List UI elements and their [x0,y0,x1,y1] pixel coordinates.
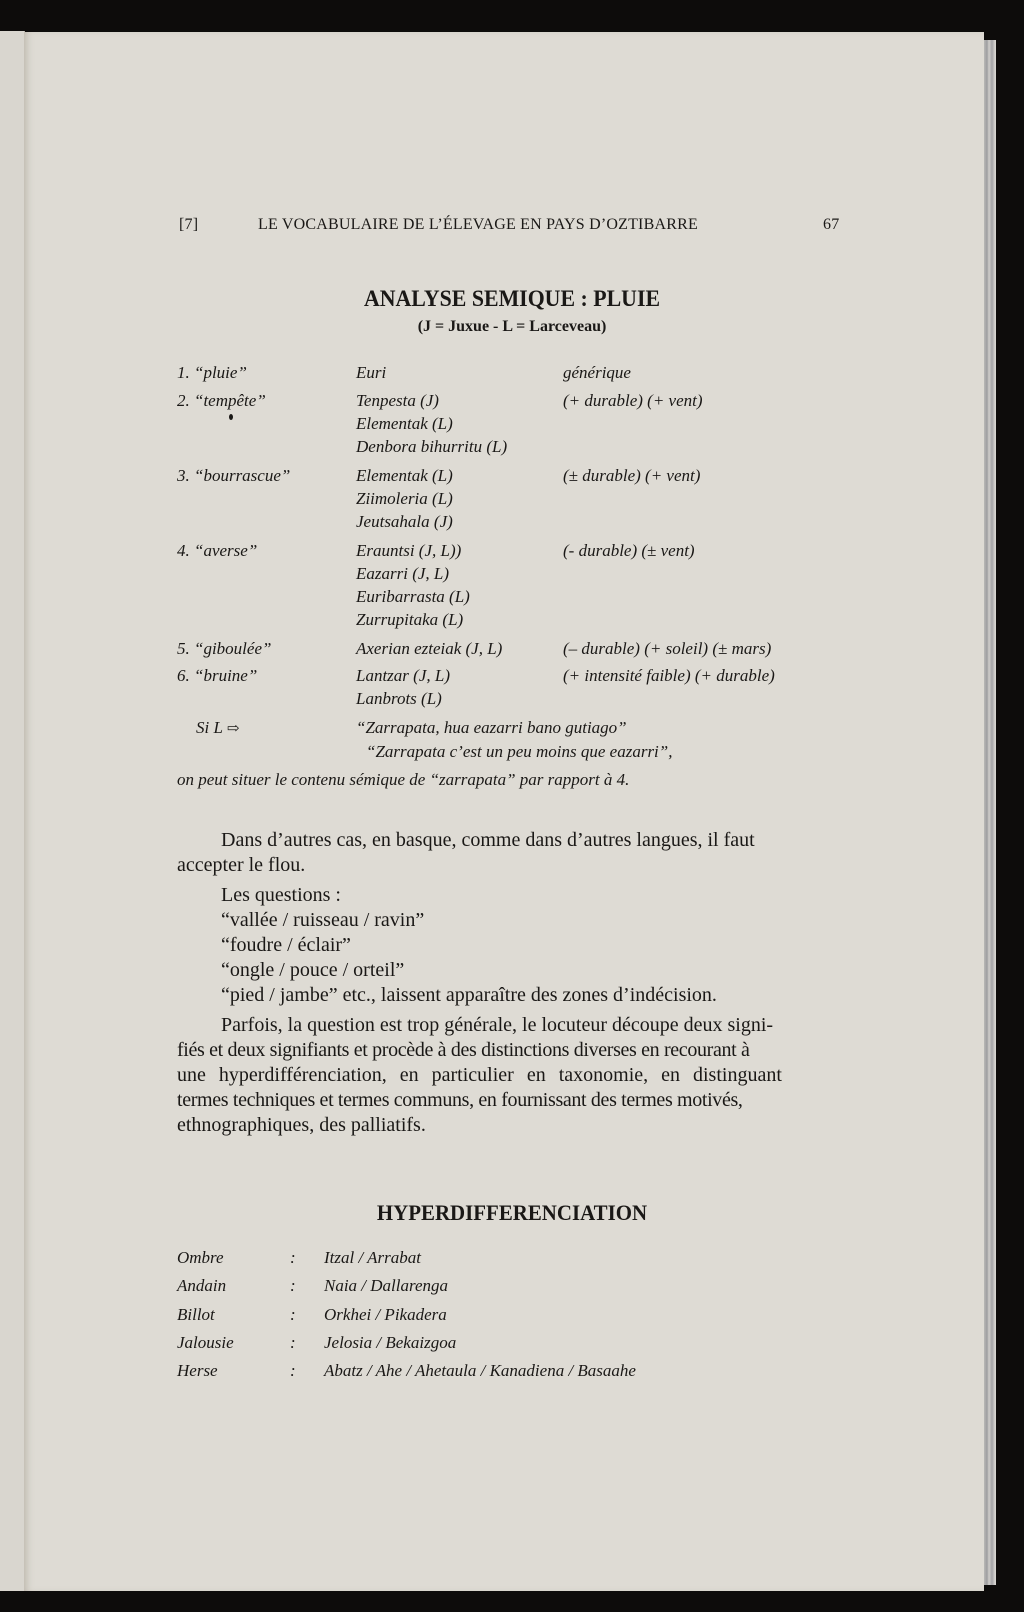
basque-term: Eazarri (J, L) [356,564,450,583]
page-stack-edge [984,40,996,1585]
paragraph-1-line-2: accepter le flou. [177,854,306,876]
french-word: Ombre [177,1248,224,1267]
question-item: “pied / jambe” etc., laissent apparaître des zones d’indécision. [221,984,717,1006]
paragraph-3-line: Parfois, la question est trop générale, le locuteur découpe deux signi- [221,1014,774,1036]
basque-equivalents: Jelosia / Bekaizgoa [324,1333,457,1352]
basque-term: Euribarrasta (L) [356,587,470,606]
basque-equivalents: Orkhei / Pikadera [324,1305,447,1324]
questions-intro: Les questions : [221,884,341,906]
term-label: 5. “giboulée” [177,639,272,658]
seme-features: (+ durable) (+ vent) [563,391,703,410]
basque-term: Erauntsi (J, L)) [356,541,462,560]
term-label: 3. “bourrascue” [177,466,291,485]
french-word: Billot [177,1305,215,1324]
seme-features: générique [563,363,631,382]
question-item: “ongle / pouce / orteil” [221,959,405,981]
term-label: 6. “bruine” [177,666,258,685]
conclusion-line: on peut situer le contenu sémique de “zarrapata” par rapport à 4. [177,770,630,789]
adjacent-page-edge [0,31,25,1591]
seme-features: (- durable) (± vent) [563,541,695,560]
separator-colon: : [290,1305,296,1324]
basque-term: Elementak (L) [356,414,453,433]
si-l-label [196,718,239,738]
basque-term: Axerian ezteiak (J, L) [356,639,503,658]
separator-colon: : [290,1248,296,1267]
seme-features: (+ intensité faible) (+ durable) [563,666,775,685]
basque-term: Tenpesta (J) [356,391,439,410]
seme-features: (– durable) (+ soleil) (± mars) [563,639,772,658]
section-title-analyse: ANALYSE SEMIQUE : PLUIE [363,286,661,311]
paragraph-3-line: fiés et deux signifiants et procède à des distinctions diverses en recourant à [177,1039,750,1061]
separator-colon: : [290,1333,296,1352]
section-subtitle-legend: (J = Juxue - L = Larceveau) [417,318,607,335]
french-word: Jalousie [177,1333,234,1352]
right-arrow-icon: ⇨ [226,721,240,737]
term-label: 2. “tempête” [177,391,266,410]
ink-dot [229,414,233,420]
basque-term: Zurrupitaka (L) [356,610,464,629]
si-l-text: Si L [196,718,223,737]
basque-equivalents: Itzal / Arrabat [324,1248,421,1267]
running-title: LE VOCABULAIRE DE L’ÉLEVAGE EN PAYS D’OZTIBARRE [258,216,698,233]
term-label: 4. “averse” [177,541,258,560]
term-label: 1. “pluie” [177,363,247,382]
basque-term: Jeutsahala (J) [356,512,453,531]
basque-term: Euri [356,363,387,382]
french-word: Andain [177,1276,227,1295]
basque-equivalents: Naia / Dallarenga [324,1276,449,1295]
section-number: [7] [179,216,199,233]
paragraph-3-line: une hyperdifférenciation, en particulier en taxonomie, en distinguant [177,1064,782,1086]
basque-term: Denbora bihurritu (L) [356,437,508,456]
basque-term: Elementak (L) [356,466,453,485]
basque-term: Ziimoleria (L) [356,489,453,508]
paragraph-3-line: termes techniques et termes communs, en fournissant des termes motivés, [177,1089,743,1111]
paragraph-1-line-1: Dans d’autres cas, en basque, comme dans d’autres langues, il faut [221,829,755,851]
french-quote: “Zarrapata c’est un peu moins que eazarri”, [366,742,673,761]
separator-colon: : [290,1361,296,1380]
question-item: “foudre / éclair” [221,934,351,956]
basque-term: Lantzar (J, L) [356,666,450,685]
section-title-hyperdifferenciation: HYPERDIFFERENCIATION [376,1200,648,1225]
book-page [24,32,984,1591]
page-number: 67 [823,216,840,233]
basque-term: Lanbrots (L) [356,689,442,708]
french-word: Herse [177,1361,218,1380]
basque-equivalents: Abatz / Ahe / Ahetaula / Kanadiena / Basaahe [324,1361,636,1380]
question-item: “vallée / ruisseau / ravin” [221,909,425,931]
basque-quote: “Zarrapata, hua eazarri bano gutiago” [356,718,627,737]
seme-features: (± durable) (+ vent) [563,466,701,485]
paragraph-3-line: ethnographiques, des palliatifs. [177,1114,426,1136]
separator-colon: : [290,1276,296,1295]
